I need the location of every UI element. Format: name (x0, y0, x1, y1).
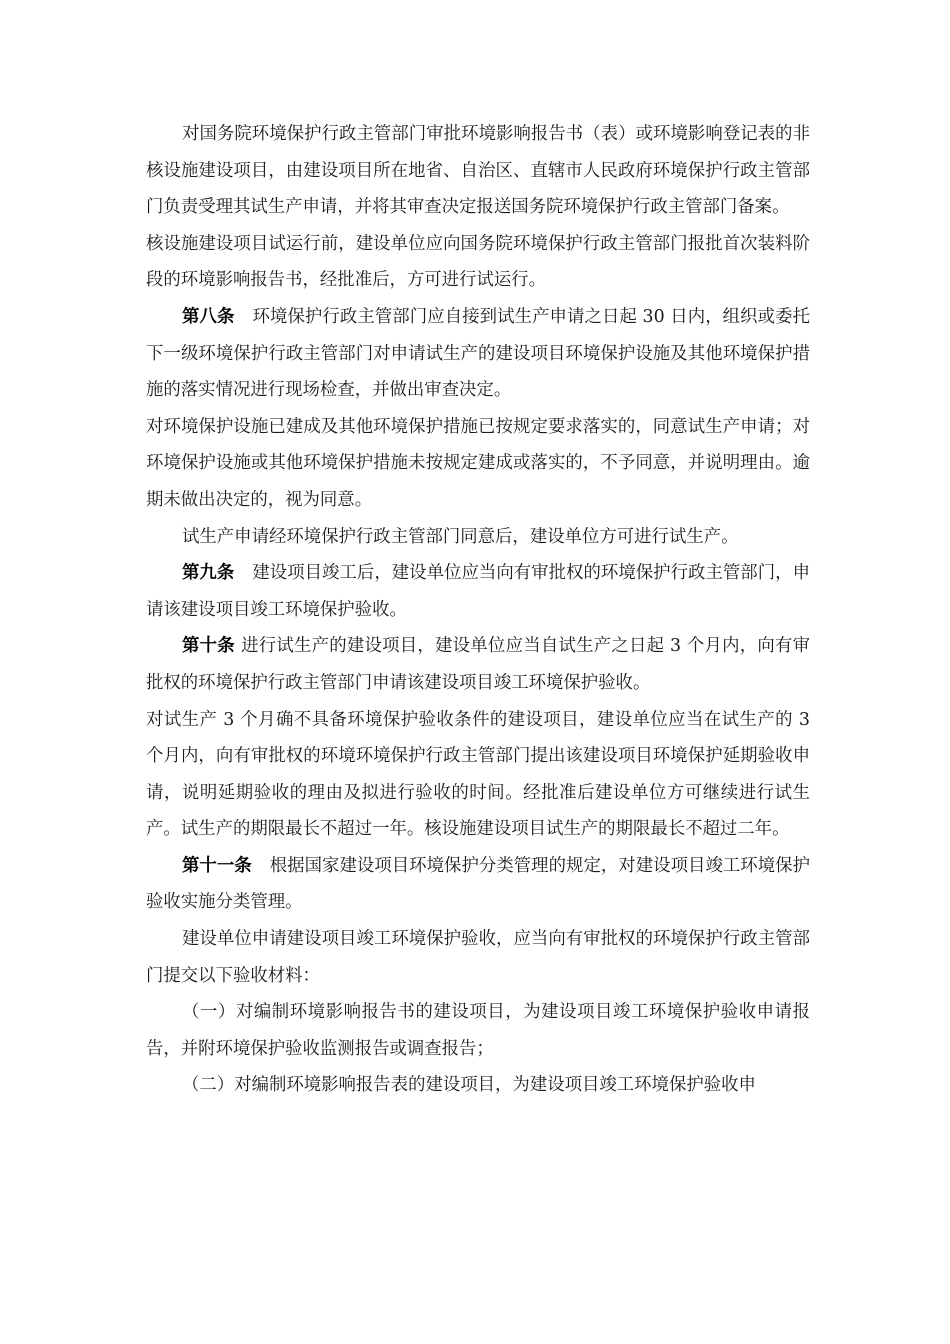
paragraph-text: （二）对编制环境影响报告表的建设项目，为建设项目竣工环境保护验收申 (182, 1075, 756, 1096)
article-heading: 第十条 (182, 636, 235, 657)
paragraph-trial-production-start (146, 519, 810, 556)
paragraph-text: 对试生产 3 个月确不具备环境保护验收条件的建设项目，建设单位应当在试生产的 3 个月内，向有审批权的环境环境保护行政主管部门提出该建设项目环境保护延期验收申请，说明延期验收的理由及拟进行验收的时间。经批准后建设单位方可继续进行试生产。试生产的期限最长不超过一年。核设施建设项目试生产的期限最长不超过二年。 (146, 709, 810, 840)
paragraph-text: 对国务院环境保护行政主管部门审批环境影响报告书（表）或环境影响登记表的非核设施建设项目，由建设项目所在地省、自治区、直辖市人民政府环境保护行政主管部门负责受理其试生产申请，并将其审查决定报送国务院环境保护行政主管部门备案。 (146, 124, 810, 218)
paragraph-nuclear-trial-operation (146, 226, 810, 299)
list-item-report-book (146, 994, 810, 1067)
article-9 (146, 555, 810, 628)
article-10 (146, 628, 810, 701)
list-item-report-form (146, 1067, 810, 1104)
paragraph-acceptance-materials (146, 921, 810, 994)
paragraph-text: 建设项目竣工后，建设单位应当向有审批权的环境保护行政主管部门，申请该建设项目竣工环境保护验收。 (146, 563, 810, 620)
document-body (146, 116, 810, 1104)
paragraph-approval-conditions (146, 409, 810, 519)
article-heading: 第八条 (182, 306, 235, 327)
paragraph-text: 进行试生产的建设项目，建设单位应当自试生产之日起 3 个月内，向有审批权的环境保护行政主管部门申请该建设项目竣工环境保护验收。 (146, 636, 810, 693)
article-heading: 第十一条 (182, 855, 252, 876)
article-11 (146, 848, 810, 921)
paragraph-text: 核设施建设项目试运行前，建设单位应向国务院环境保护行政主管部门报批首次装料阶段的环境影响报告书，经批准后，方可进行试运行。 (146, 233, 810, 291)
paragraph-nonnuclear-trial-application (146, 116, 810, 226)
paragraph-text: 建设单位申请建设项目竣工环境保护验收，应当向有审批权的环境保护行政主管部门提交以下验收材料： (146, 929, 810, 986)
paragraph-text: 根据国家建设项目环境保护分类管理的规定，对建设项目竣工环境保护验收实施分类管理。 (146, 855, 810, 913)
article-8 (146, 299, 810, 409)
paragraph-text: 试生产申请经环境保护行政主管部门同意后，建设单位方可进行试生产。 (182, 526, 739, 547)
article-heading: 第九条 (182, 563, 235, 584)
paragraph-text: 对环境保护设施已建成及其他环境保护措施已按规定要求落实的，同意试生产申请；对环境保护设施或其他环境保护措施未按规定建成或落实的，不予同意，并说明理由。逾期未做出决定的，视为同意。 (146, 416, 810, 510)
paragraph-text: （一）对编制环境影响报告书的建设项目，为建设项目竣工环境保护验收申请报告，并附环境保护验收监测报告或调查报告； (146, 1002, 810, 1059)
paragraph-extension-request (146, 702, 810, 848)
paragraph-text: 环境保护行政主管部门应自接到试生产申请之日起 30 日内，组织或委托下一级环境保护行政主管部门对申请试生产的建设项目环境保护设施及其他环境保护措施的落实情况进行现场检查，并做出审查决定。 (146, 306, 810, 401)
